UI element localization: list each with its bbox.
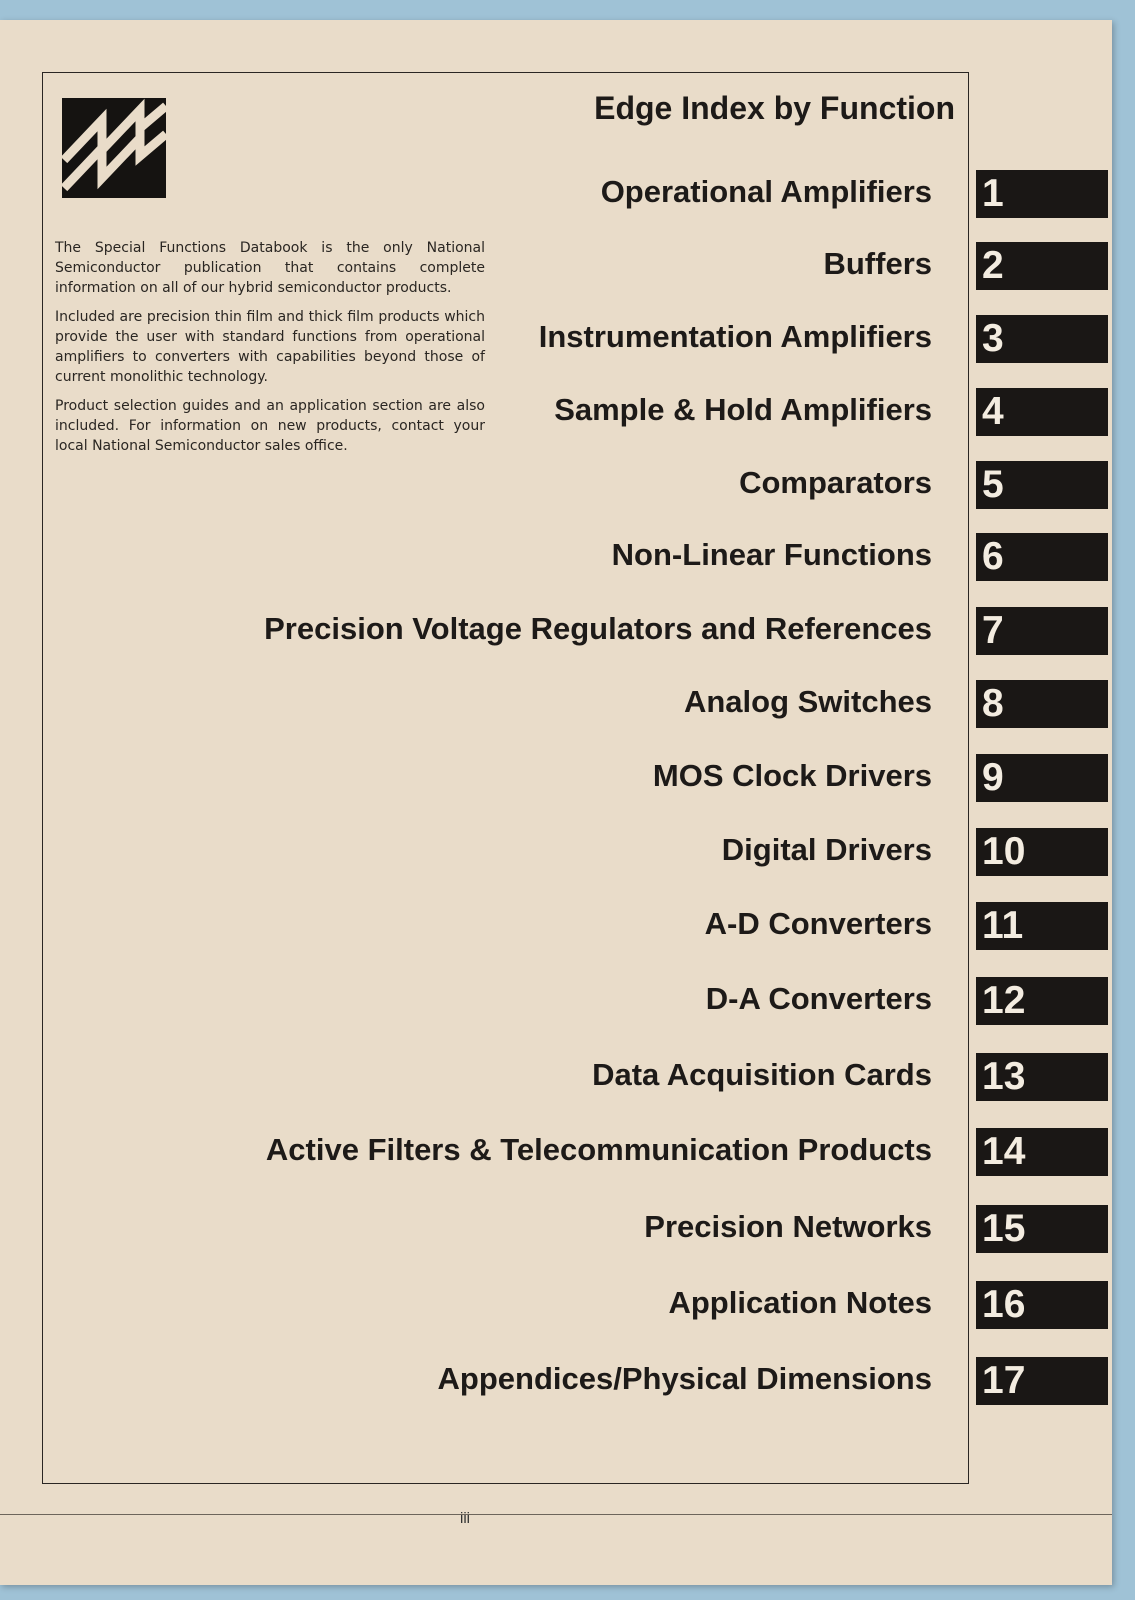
section-label[interactable]: Operational Amplifiers (600, 174, 932, 209)
edge-tab[interactable]: 11 (976, 902, 1108, 950)
page-number: iii (460, 1510, 470, 1527)
edge-tab[interactable]: 10 (976, 828, 1108, 876)
section-label[interactable]: Precision Networks (644, 1209, 932, 1244)
edge-tab[interactable]: 12 (976, 977, 1108, 1025)
edge-tab[interactable]: 15 (976, 1205, 1108, 1253)
section-label[interactable]: Sample & Hold Amplifiers (554, 392, 932, 427)
section-label[interactable]: Non-Linear Functions (611, 537, 932, 572)
intro-text (55, 238, 485, 465)
section-label[interactable]: Digital Drivers (721, 832, 932, 867)
section-label[interactable]: MOS Clock Drivers (652, 758, 932, 793)
intro-paragraph-1: The Special Functions Databook is the only National Semiconductor publication that contains complete information on all of our hybrid semiconductor products. (55, 240, 485, 296)
section-label[interactable]: Precision Voltage Regulators and References (264, 611, 932, 646)
edge-tab[interactable]: 5 (976, 461, 1108, 509)
section-label[interactable]: Data Acquisition Cards (592, 1057, 932, 1092)
edge-tab[interactable]: 16 (976, 1281, 1108, 1329)
edge-tab[interactable]: 13 (976, 1053, 1108, 1101)
section-label[interactable]: Analog Switches (683, 684, 932, 719)
section-label[interactable]: Appendices/Physical Dimensions (437, 1361, 932, 1396)
edge-tab[interactable]: 3 (976, 315, 1108, 363)
edge-tab[interactable]: 1 (976, 170, 1108, 218)
section-label[interactable]: Active Filters & Telecommunication Products (265, 1132, 932, 1167)
section-label[interactable]: D-A Converters (705, 981, 932, 1016)
edge-tab[interactable]: 14 (976, 1128, 1108, 1176)
edge-tab[interactable]: 7 (976, 607, 1108, 655)
edge-tab[interactable]: 4 (976, 388, 1108, 436)
page (0, 20, 1112, 1585)
section-label[interactable]: Buffers (823, 246, 932, 281)
national-semiconductor-logo-icon (62, 98, 166, 198)
section-label[interactable]: A-D Converters (704, 906, 932, 941)
page-title: Edge Index by Function (594, 90, 955, 126)
edge-tab[interactable]: 17 (976, 1357, 1108, 1405)
section-label[interactable]: Comparators (739, 465, 932, 500)
edge-tab[interactable]: 6 (976, 533, 1108, 581)
intro-paragraph-2: Included are precision thin film and thick film products which provide the user with standard functions from operational amplifiers to converters with capabilities beyond those of current monolithic technology. (55, 309, 485, 385)
section-label[interactable]: Instrumentation Amplifiers (538, 319, 932, 354)
edge-tab[interactable]: 9 (976, 754, 1108, 802)
edge-tab[interactable]: 8 (976, 680, 1108, 728)
page-bottom-rule (0, 1514, 1112, 1515)
edge-tab[interactable]: 2 (976, 242, 1108, 290)
section-label[interactable]: Application Notes (668, 1285, 932, 1320)
intro-paragraph-3: Product selection guides and an application section are also included. For information on new products, contact your local National Semiconductor sales office. (55, 398, 485, 454)
